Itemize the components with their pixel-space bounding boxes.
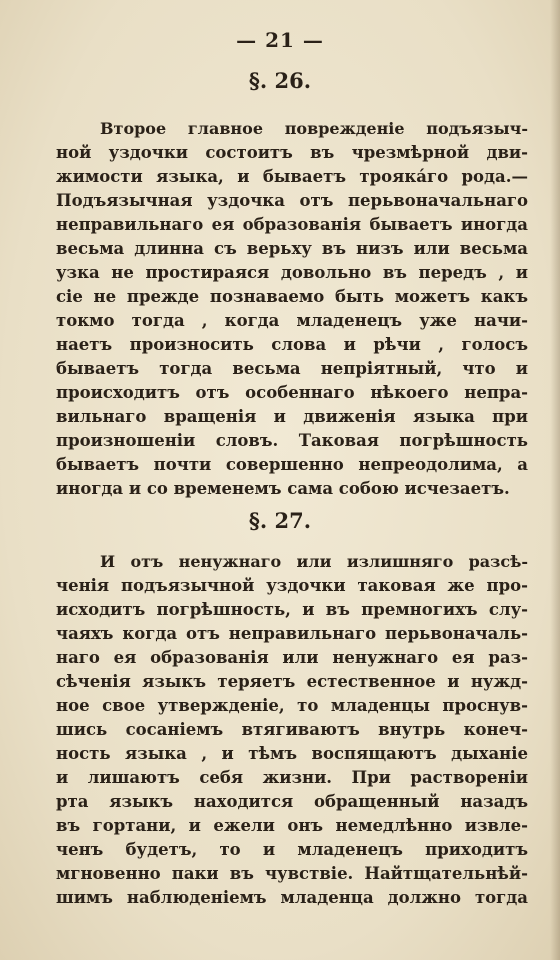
text-line: вильнаго вращенія и движенія языка при [56,407,528,426]
text-line: рта языкъ находится обращенный назадъ [56,792,528,811]
section-heading-27: §. 27. [248,508,312,533]
text-line: произношеніи словъ. Таковая погрѣшность [56,431,528,450]
text-line: бываетъ почти совершенно непреодолима, а [56,455,528,474]
text-line: сіе не прежде познаваемо быть можетъ какъ [56,287,528,306]
paragraph-section-26 [56,117,528,501]
text-line: ченъ будетъ, то и младенецъ приходитъ [56,840,528,859]
paragraph-section-27 [56,550,528,910]
text-line: происходитъ отъ особеннаго нѣкоего непра- [56,383,528,402]
text-line: бываетъ тогда весьма непріятный, что и [56,359,528,378]
text-line: наетъ произносить слова и рѣчи , голосъ [56,335,528,354]
text-line: шимъ наблюденіемъ младенца должно тогда [56,888,528,907]
section-heading-26: §. 26. [248,68,312,93]
text-line: Подъязычная уздочка отъ перьвоначальнаго [56,191,528,210]
text-line: ность языка , и тѣмъ воспящаютъ дыханіе [56,744,528,763]
text-line: шись сосаніемъ втягиваютъ внутрь конеч- [56,720,528,739]
text-line: иногда и со временемъ сама собою исчезаетъ. [56,479,510,498]
text-line: Второе главное поврежденіе подъязыч- [100,119,528,138]
text-line: токмо тогда , когда младенецъ уже начи- [56,311,528,330]
text-line: наго ея образованія или ненужнаго ея раз- [56,648,528,667]
text-line: ной уздочки состоитъ въ чрезмѣрной дви- [56,143,528,162]
text-line: ное свое утвержденіе, то младенцы проснув- [56,696,528,715]
text-line: мгновенно паки въ чувствіе. Найтщательнѣй- [56,864,528,883]
text-line: жимости языка, и бываетъ трояка́го рода.— [56,167,528,186]
page-number: — 21 — [236,28,324,52]
text-line: И отъ ненужнаго или излишняго разсѣ- [100,552,528,571]
text-line: неправильнаго ея образованія бываетъ иногда [56,215,528,234]
text-line: ченія подъязычной уздочки таковая же про- [56,576,528,595]
text-line: сѣченія языкъ теряетъ естественное и нужд- [56,672,528,691]
text-line: чаяхъ когда отъ неправильнаго перьвоначаль- [56,624,528,643]
text-line: узка не простираяся довольно въ передъ , и [56,263,528,282]
text-line: въ гортани, и ежели онъ немедлѣнно извле- [56,816,528,835]
text-line: весьма длинна съ верьху въ низъ или весьма [56,239,528,258]
text-line: исходитъ погрѣшность, и въ премногихъ слу- [56,600,528,619]
page-edge-shadow [550,0,560,960]
text-line: и лишаютъ себя жизни. При растворенiи [56,768,528,787]
